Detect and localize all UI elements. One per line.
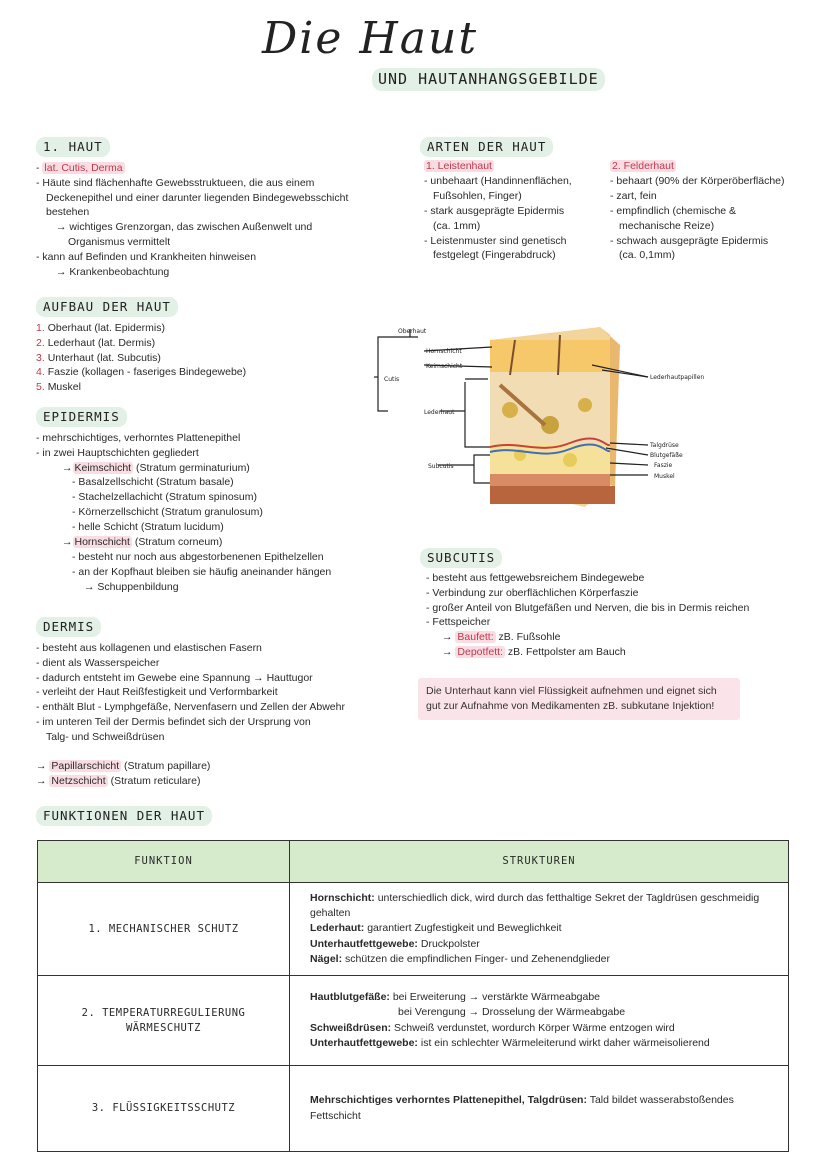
section-arten — [420, 137, 553, 157]
label-cutis: Cutis — [384, 376, 400, 383]
epidermis-layer — [490, 340, 610, 372]
label-talgdruese: Talgdrüse — [650, 442, 679, 449]
list-item: → Baufett: zB. Fußsohle — [442, 631, 561, 644]
list-item: - im unteren Teil der Dermis befindet sich der Ursprung von — [36, 716, 311, 729]
skin-diagram — [370, 315, 730, 515]
list-item: 4. Faszie (kollagen - faseriges Bindegewebe) — [36, 366, 247, 379]
list-item: 1. Oberhaut (lat. Epidermis) — [36, 321, 165, 334]
section-heading: DERMIS — [36, 617, 101, 637]
list-item: - dadurch entsteht im Gewebe eine Spannung → Hauttugor — [36, 671, 313, 684]
list-item: - stark ausgeprägte Epidermis — [424, 204, 565, 217]
list-item: Deckenepithel und einer darunter liegenden Bindegewebsschicht — [46, 191, 349, 204]
section-heading: ARTEN DER HAUT — [420, 137, 553, 157]
muscle-layer — [490, 486, 615, 504]
arten-leistenhaut — [424, 159, 572, 263]
list-item: - Körnerzellschicht (Stratum granulosum) — [72, 506, 263, 519]
arten-felderhaut — [610, 159, 785, 263]
section-heading: 1. HAUT — [36, 137, 110, 157]
funktion-cell: 3. FLÜSSIGKEITSSCHUTZ — [38, 1066, 290, 1152]
list-item: - dient als Wasserspeicher — [36, 656, 160, 669]
list-item: - helle Schicht (Stratum lucidum) — [72, 521, 224, 534]
page-title: Die Haut — [262, 13, 478, 64]
functions-table — [37, 840, 789, 1152]
felderhaut-title: 2. Felderhaut — [612, 160, 674, 172]
list-item: - zart, fein — [610, 189, 657, 202]
list-item: - Stachelzellachicht (Stratum spinosum) — [72, 491, 257, 504]
strukturen-cell: Hornschicht: unterschiedlich dick, wird durch das fetthaltige Sekret der Tagldrüsen geschmeidig gehalten Lederhaut: garantiert Zugfestigkeit und Beweglichkeit Unterhautfettgewebe: Druckpolster Nägel: schützen die empfindlichen Finger- und Zehenendglieder — [290, 883, 789, 976]
list-item: - lat. Cutis, Derma — [36, 161, 123, 174]
table-row — [38, 883, 789, 976]
list-item: - Fettspeicher — [426, 616, 491, 629]
list-item: 2. Lederhaut (lat. Dermis) — [36, 336, 156, 349]
section-heading: AUFBAU DER HAUT — [36, 297, 178, 317]
list-item: - an der Kopfhaut bleiben sie häufig aneinander hängen — [72, 565, 332, 578]
list-item: - behaart (90% der Körperöberfläche) — [610, 174, 785, 187]
subcutis-note: Die Unterhaut kann viel Flüssigkeit aufnehmen und eignet sich gut zur Aufnahme von Medikamenten zB. subkutane Injektion! — [418, 678, 740, 720]
section-aufbau — [36, 297, 246, 395]
column-header-strukturen: STRUKTUREN — [290, 841, 789, 883]
section-heading: FUNKTIONEN DER HAUT — [36, 806, 212, 826]
list-item: → Netzschicht (Stratum reticulare) — [36, 775, 201, 787]
list-item: Organismus vermittelt — [68, 236, 171, 249]
section-haut — [36, 137, 348, 280]
list-item: - Leistenmuster sind genetisch — [424, 234, 567, 247]
list-item: - verleiht der Haut Reißfestigkeit und Verformbarkeit — [36, 686, 278, 699]
label-hornschicht: Hornschicht — [426, 348, 462, 355]
list-item: → Krankenbeobachtung — [56, 266, 170, 279]
label-blutgefaesse: Blutgefäße — [650, 452, 683, 459]
label-lederhaut: Lederhaut — [424, 409, 455, 416]
label-faszie: Faszie — [654, 462, 673, 469]
list-item: → Papillarschicht (Stratum papillare) — [36, 760, 211, 773]
list-item: - Basalzellschicht (Stratum basale) — [72, 476, 234, 489]
list-item: → Hornschicht (Stratum corneum) — [62, 536, 223, 549]
list-item: - mehrschichtiges, verhorntes Plattenepithel — [36, 431, 241, 444]
list-item: → Schuppenbildung — [84, 580, 179, 593]
funktion-cell: 1. MECHANISCHER SCHUTZ — [38, 883, 290, 976]
label-oberhaut: Oberhaut — [398, 328, 427, 335]
funktion-cell: 2. TEMPERATURREGULIERUNG WÄRMESCHUTZ — [38, 976, 290, 1066]
list-item: - schwach ausgeprägte Epidermis — [610, 234, 769, 247]
section-subcutis — [420, 548, 749, 660]
section-epidermis — [36, 407, 331, 595]
table-row — [38, 1066, 789, 1152]
list-item: - Verbindung zur oberflächlichen Körperfaszie — [426, 586, 639, 599]
label-muskel: Muskel — [654, 473, 675, 480]
list-item: - großer Anteil von Blutgefäßen und Nerven, die bis in Dermis reichen — [426, 601, 750, 614]
list-item: - Häute sind flächenhafte Gewebsstruktueen, die aus einem — [36, 176, 315, 189]
table-header-row — [38, 841, 789, 883]
list-item: (ca. 0,1mm) — [619, 249, 676, 262]
list-item: → wichtiges Grenzorgan, das zwischen Außenwelt und — [56, 221, 313, 234]
list-item: Talg- und Schweißdrüsen — [46, 731, 165, 744]
list-item: - besteht nur noch aus abgestorbenenen Epithelzellen — [72, 551, 324, 563]
list-item: (ca. 1mm) — [433, 219, 481, 232]
section-heading: SUBCUTIS — [420, 548, 502, 568]
list-item: → Keimschicht (Stratum germinaturium) — [62, 461, 250, 474]
label-keimschicht: Keimschicht — [426, 363, 463, 370]
list-item: Fußsohlen, Finger) — [433, 189, 522, 202]
page-subtitle: UND HAUTANHANGSGEBILDE — [372, 68, 605, 91]
label-lederhautpapillen: Lederhautpapillen — [650, 374, 705, 381]
list-item: - enthält Blut - Lymphgefäße, Nervenfasern und Zellen der Abwehr — [36, 701, 345, 714]
list-item: 3. Unterhaut (lat. Subcutis) — [36, 351, 161, 364]
table-row — [38, 976, 789, 1066]
list-item: 5. Muskel — [36, 381, 81, 394]
list-item: mechanische Reize) — [619, 219, 715, 232]
list-item: - besteht aus kollagenen und elastischen Fasern — [36, 641, 262, 654]
label-subcutis: Subcutis — [428, 463, 454, 470]
strukturen-cell: Hautblutgefäße: bei Erweiterung → verstärkte Wärmeabgabe bei Verengung → Drosselung der Wärmeabgabe Schweißdrüsen: Schweiß verdunstet, wordurch Körper Wärme entzogen wird Unterhautfettgewebe: ist ein schlechter Wärmeleiterund wirkt daher wärmeisolierend — [290, 976, 789, 1066]
list-item: - besteht aus fettgewebsreichem Bindegewebe — [426, 571, 645, 584]
column-header-funktion: FUNKTION — [38, 841, 290, 883]
list-item: - kann auf Befinden und Krankheiten hinweisen — [36, 251, 257, 264]
list-item: festgelegt (Fingerabdruck) — [433, 249, 556, 262]
fascia-layer — [490, 474, 610, 486]
strukturen-cell: Mehrschichtiges verhorntes Plattenepithel, Talgdrüsen: Tald bildet wasserabstoßendes Fettschicht — [290, 1066, 789, 1152]
section-dermis — [36, 617, 345, 789]
section-funktionen — [36, 806, 212, 826]
leistenhaut-title: 1. Leistenhaut — [426, 160, 492, 172]
list-item: - empfindlich (chemische & — [610, 204, 737, 217]
section-heading: EPIDERMIS — [36, 407, 127, 427]
list-item: → Depotfett: zB. Fettpolster am Bauch — [442, 646, 626, 659]
list-item: - unbehaart (Handinnenflächen, — [424, 174, 572, 187]
list-item: bestehen — [46, 206, 90, 219]
list-item: - in zwei Hauptschichten gegliedert — [36, 446, 199, 459]
